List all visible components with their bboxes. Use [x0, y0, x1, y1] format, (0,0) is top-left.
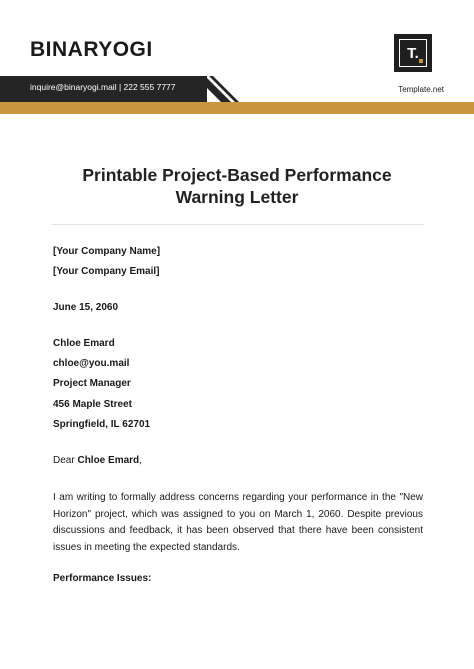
contact-info: inquire@binaryogi.mail | 222 555 7777: [30, 82, 176, 92]
company-email: [Your Company Email]: [53, 266, 160, 277]
title-divider: [52, 224, 424, 225]
body-paragraph: I am writing to formally address concerns regarding your performance in the "New Horizon" project, which was assigned to you on March 1, 2060. Despite previous discussions and feedback, it has been observed that there have been consistent issues in meeting the expected standards.: [53, 492, 423, 553]
document-title: [0, 164, 474, 208]
logo-accent-dot: [419, 59, 423, 63]
title-line-1: Printable Project-Based Performance: [82, 165, 392, 185]
company-name: [Your Company Name]: [53, 246, 161, 257]
letter-date: June 15, 2060: [53, 302, 119, 313]
header-gold-band: [0, 102, 474, 114]
recipient-name: Chloe Emard: [53, 338, 115, 349]
template-logo: [394, 34, 432, 72]
salutation: [53, 455, 142, 466]
section-heading-performance-issues: Performance Issues:: [53, 573, 152, 584]
recipient-city: Springfield, IL 62701: [53, 419, 151, 430]
salutation-name: Chloe Emard: [77, 455, 140, 466]
recipient-position: Project Manager: [53, 378, 131, 389]
salutation-suffix: ,: [139, 455, 142, 466]
site-label: Template.net: [398, 85, 444, 94]
title-line-2: Warning Letter: [175, 187, 299, 207]
header-stripes-decoration: [195, 76, 245, 102]
recipient-street: 456 Maple Street: [53, 399, 132, 410]
salutation-prefix: Dear: [53, 455, 75, 466]
logo-letter: T.: [407, 44, 419, 62]
company-brand: BINARYOGI: [30, 38, 153, 61]
recipient-email: chloe@you.mail: [53, 358, 130, 369]
